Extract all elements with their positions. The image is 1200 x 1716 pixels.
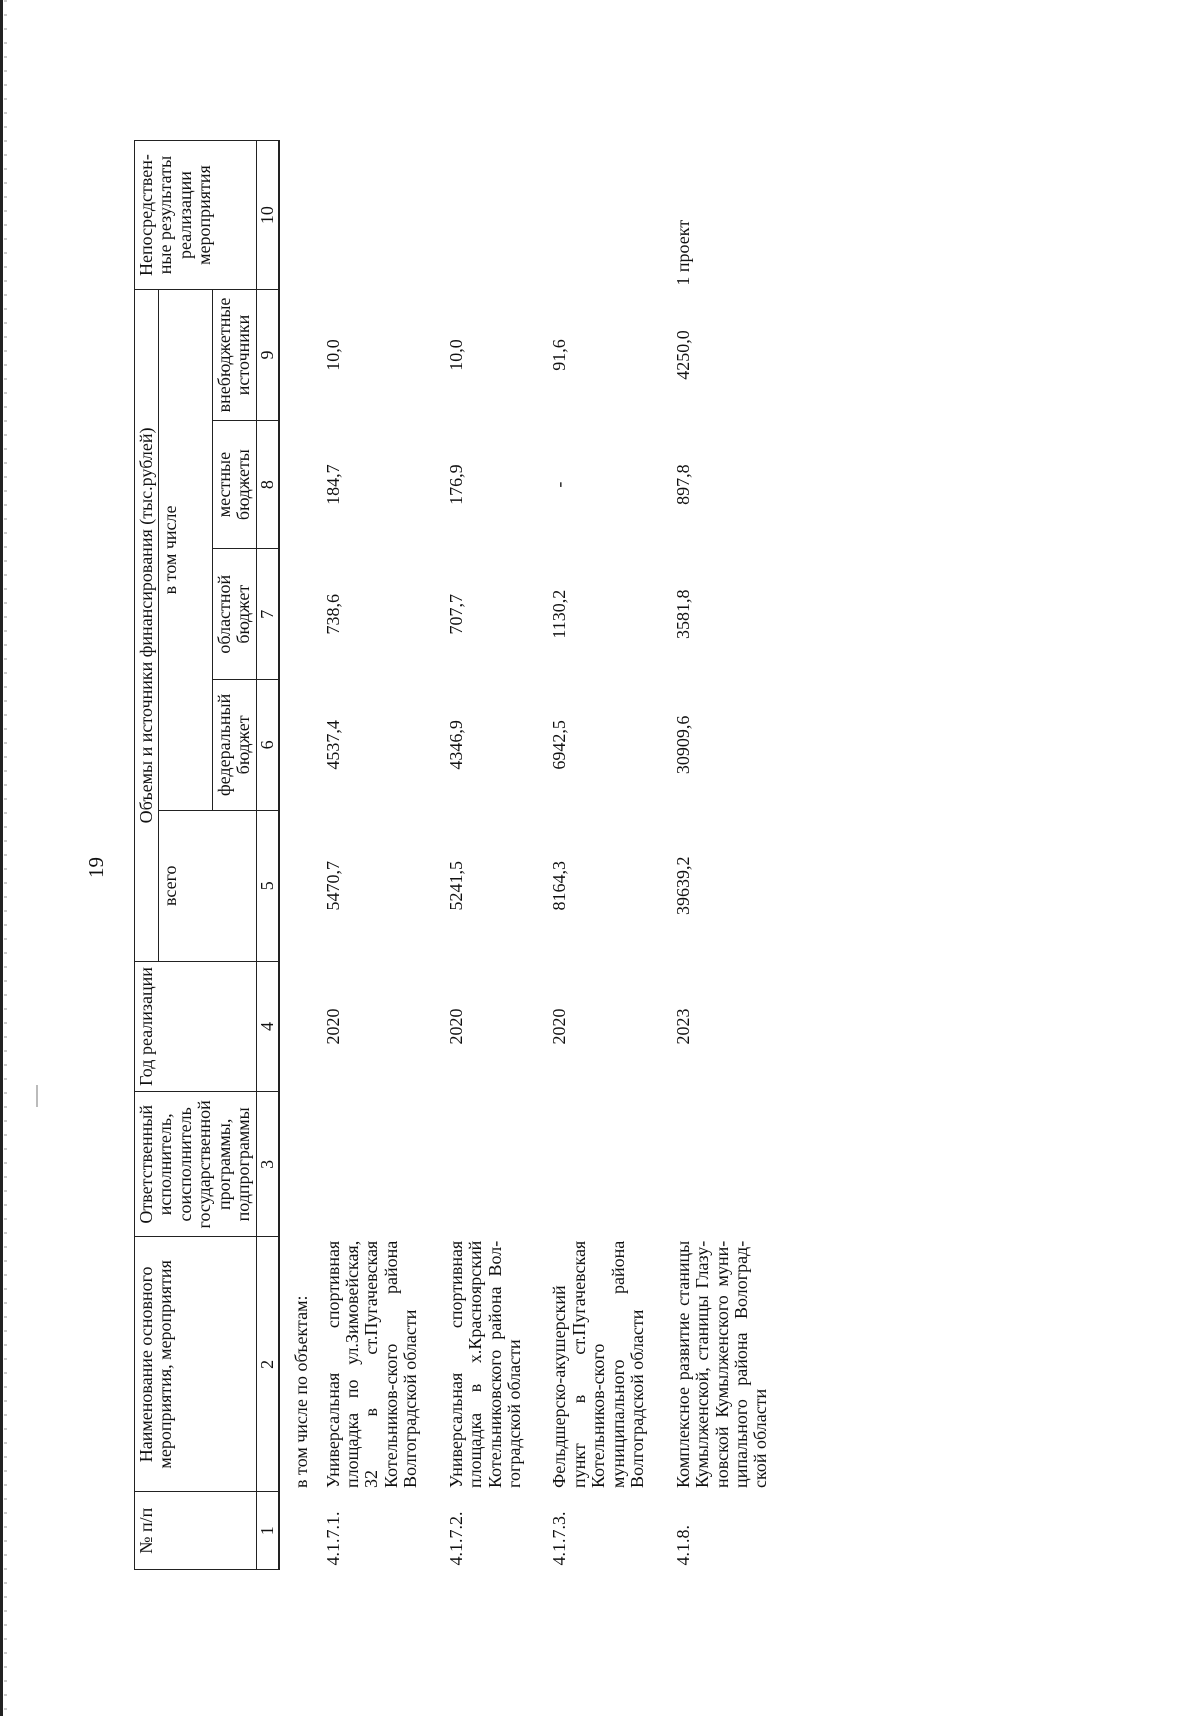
- header-name: Наименование основного мероприятия, мероприятия: [135, 1237, 257, 1492]
- row-result: [550, 141, 673, 290]
- row-number: 4.1.8.: [672, 1525, 693, 1566]
- table-row: [447, 141, 551, 1570]
- row-year: 2020: [322, 1008, 343, 1045]
- row-local: 897,8: [672, 464, 693, 505]
- row-federal: 6942,5: [549, 720, 570, 770]
- header-federal: федеральный бюджет: [212, 680, 256, 811]
- column-number: 7: [256, 549, 279, 680]
- page-number: 19: [84, 857, 108, 878]
- row-federal: 4537,4: [322, 720, 343, 770]
- column-number: 3: [256, 1092, 279, 1237]
- header-local: местные бюджеты: [212, 420, 256, 549]
- row-total: 8164,3: [549, 860, 570, 911]
- column-number: 9: [256, 290, 279, 421]
- header-including: в том числе: [159, 290, 212, 811]
- header-total: всего: [159, 810, 256, 961]
- row-regional: 1130,2: [549, 589, 570, 639]
- row-extrabudget: 10,0: [322, 339, 343, 371]
- row-name: Универсальная спортивная площадка в х.Краснoярский Котельниковского района Вол-гоградской области: [445, 1240, 524, 1488]
- row-year: 2020: [445, 1008, 466, 1045]
- column-number: 8: [256, 420, 279, 549]
- row-extrabudget: 91,6: [549, 339, 570, 371]
- row-number: 4.1.7.2.: [445, 1511, 466, 1566]
- row-regional: 707,7: [445, 593, 466, 635]
- column-number: 1: [256, 1492, 279, 1570]
- header-extrabudget: внебюджетные источники: [212, 290, 256, 421]
- column-number: 4: [256, 961, 279, 1092]
- header-regional: областной бюджет: [212, 549, 256, 680]
- row-executor: [674, 1092, 797, 1237]
- header-results: Непосредствен-ные результаты реализации мероприятия: [135, 141, 257, 290]
- header-executor: Ответственный исполнитель, соисполнитель государственной программы, подпрограммы: [135, 1092, 257, 1237]
- row-year: 2020: [549, 1008, 570, 1045]
- row-number: 4.1.7.1.: [322, 1511, 343, 1566]
- column-number: 5: [256, 810, 279, 961]
- row-total: 5241,5: [445, 860, 466, 911]
- row-local: 176,9: [445, 464, 466, 505]
- header-funding-group: Объемы и источники финансирования (тыс.рублей): [135, 290, 159, 962]
- row-result: 1 проект: [672, 219, 693, 286]
- column-number: 6: [256, 680, 279, 811]
- row-regional: 3581,8: [672, 589, 693, 639]
- subheading: в том числе по объектам:: [291, 1295, 312, 1488]
- row-name: Комплексное развитие станицы Кумылженской, станицы Глазу-новской Кумылженского муни-ципального района Волоград-ской области: [672, 1240, 771, 1488]
- row-name: Универсальная спортивная площадка по ул.Зимовейская, 32 в ст.Пугачевская Котельников-ского района Волгоградской области: [322, 1240, 421, 1488]
- table-row: [324, 141, 447, 1570]
- row-federal: 4346,9: [445, 720, 466, 770]
- row-local: -: [549, 481, 570, 488]
- row-regional: 738,6: [322, 593, 343, 635]
- funding-table: [134, 140, 797, 1570]
- row-executor: [550, 1092, 673, 1237]
- table-row: [550, 141, 673, 1570]
- row-total: 39639,2: [672, 856, 693, 915]
- header-number: № п/п: [135, 1492, 257, 1570]
- table-row: [674, 141, 797, 1570]
- row-total: 5470,7: [322, 860, 343, 911]
- column-number: 2: [256, 1237, 279, 1492]
- row-federal: 30909,6: [672, 715, 693, 775]
- row-number: 4.1.7.3.: [549, 1511, 570, 1566]
- row-result: [324, 141, 447, 290]
- row-result: [447, 141, 551, 290]
- row-executor: [447, 1092, 551, 1237]
- row-executor: [324, 1092, 447, 1237]
- column-number: 10: [256, 141, 279, 290]
- row-year: 2023: [672, 1008, 693, 1045]
- row-extrabudget: 10,0: [445, 339, 466, 371]
- row-local: 184,7: [322, 464, 343, 505]
- row-name: Фельдшерско-акушерский пункт в ст.Пугачевская Котельников-ского муниципального района Волгоградской области: [549, 1240, 648, 1488]
- row-extrabudget: 4250,0: [672, 330, 693, 380]
- header-year: Год реализации: [135, 961, 257, 1092]
